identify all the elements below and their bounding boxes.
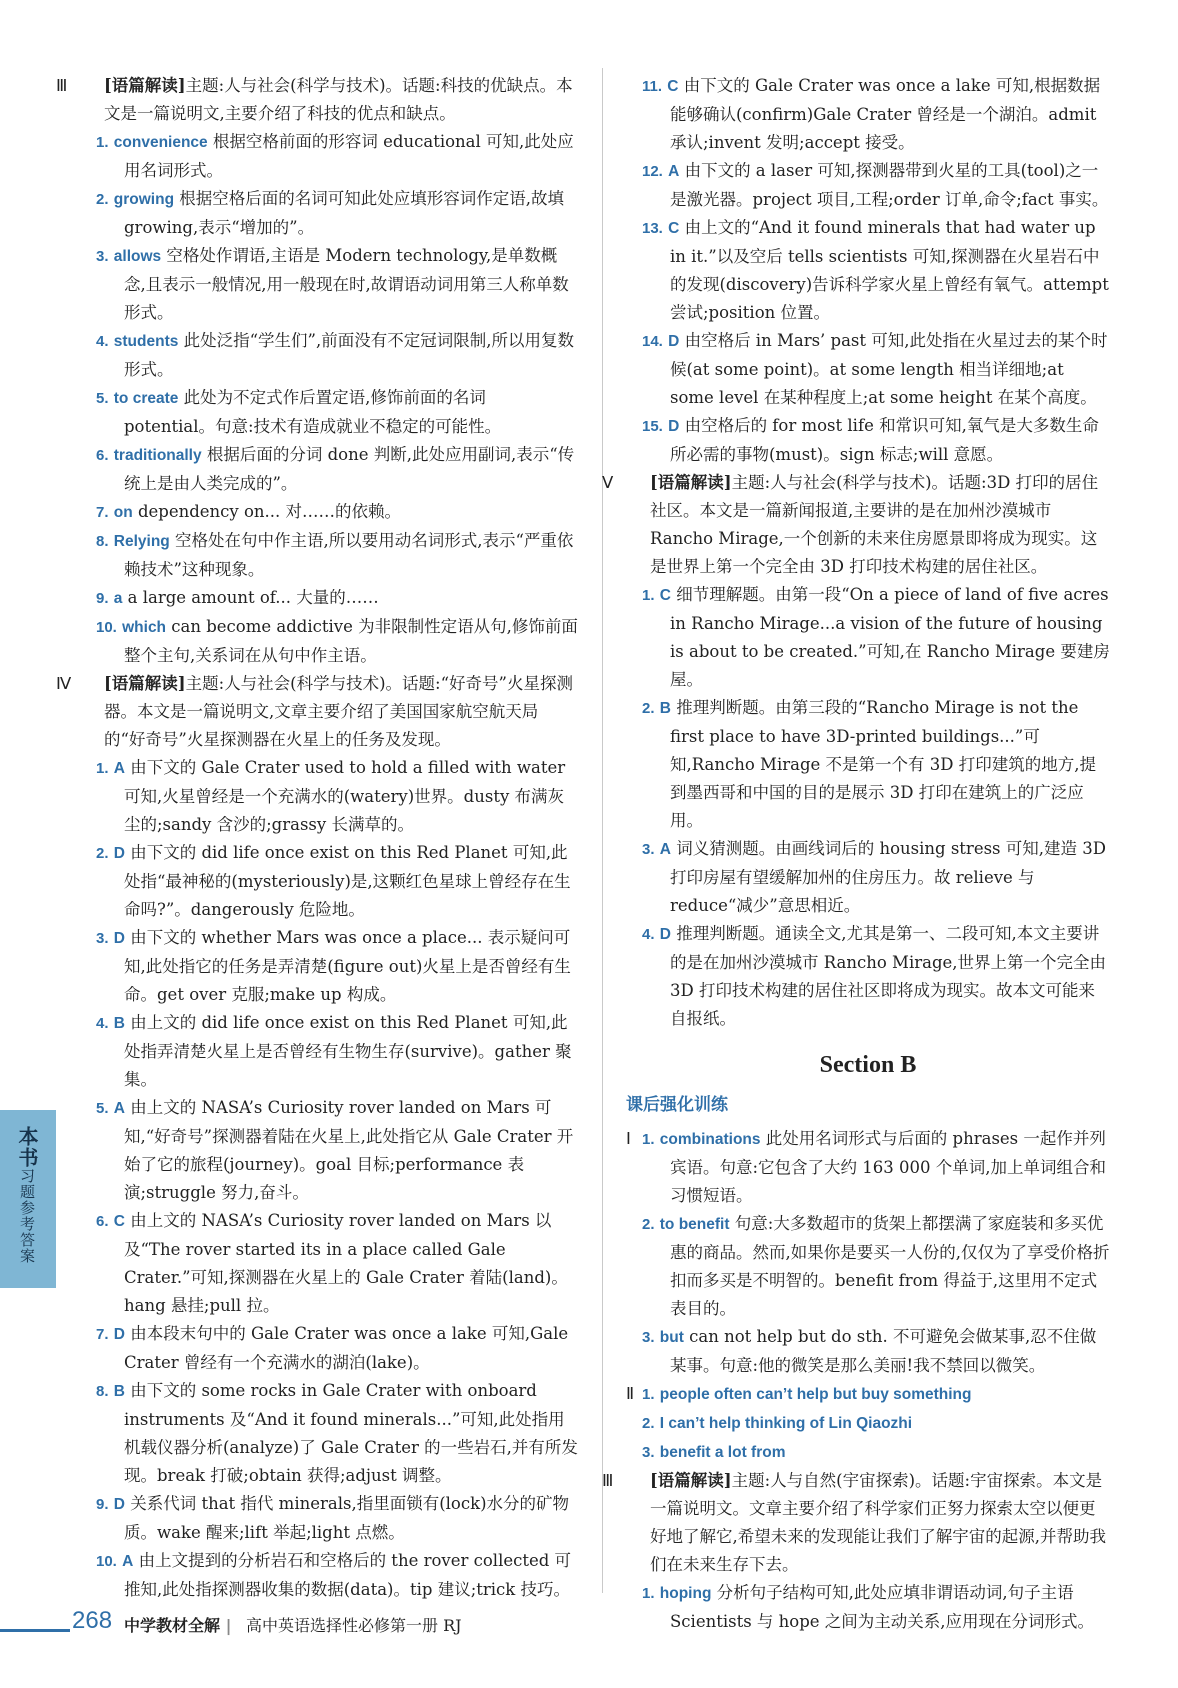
item-number: 4. [96, 1015, 109, 1032]
item-number: 1. [642, 1131, 655, 1148]
item-answer: A [113, 760, 125, 777]
answer-item [626, 157, 1110, 214]
item-number: 1. [642, 587, 655, 604]
item-number: 4. [642, 926, 655, 943]
item-number: 8. [96, 1383, 109, 1400]
item-explanation: 分析句子结构可知,此处应填非谓语动词,句子主语 Scientists 与 hope 之间为主动关系,应用现在分词形式。 [670, 1583, 1095, 1631]
answer-item [626, 72, 1110, 157]
section-roman: Ⅴ [602, 473, 614, 492]
item-answer: traditionally [113, 447, 202, 464]
answer-item [626, 1409, 1110, 1438]
item-answer: a [113, 590, 123, 607]
item-answer: B [659, 700, 671, 717]
item-number: 15. [642, 418, 663, 435]
section-summary: 主题:人与自然(宇宙探索)。话题:宇宙探索。本文是一篇说明文。文章主要介绍了科学家们正努力探索太空以便更好地了解它,希望未来的发现能让我们了解宇宙的起源,并帮助我们在未来生存下去。 [650, 1471, 1106, 1574]
item-number: 9. [96, 1496, 109, 1513]
item-answer: C [668, 220, 680, 237]
section-roman: Ⅰ [626, 1129, 631, 1148]
column-divider [602, 68, 603, 1593]
section-roman: Ⅱ [626, 1384, 635, 1403]
item-number: 13. [642, 220, 663, 237]
answer-item [80, 1377, 578, 1490]
item-explanation: 句意:大多数超市的货架上都摆满了家庭装和多买优惠的商品。然而,如果你是要买一人份的,仅仅为了享受价格折扣而多买是不明智的。benefit from 得益于,这里用不定式表目的。 [670, 1214, 1110, 1318]
item-number: 2. [96, 191, 109, 208]
section-roman: Ⅳ [56, 674, 72, 693]
item-answer: benefit a lot from [659, 1444, 786, 1461]
item-explanation: 由本段末句中的 Gale Crater was once a lake 可知,Gale Crater 曾经有一个充满水的湖泊(lake)。 [124, 1324, 569, 1372]
answer-item [80, 1094, 578, 1207]
item-number: 1. [642, 1386, 655, 1403]
item-number: 1. [96, 760, 109, 777]
book-title-text: 中学教材全解 [124, 1616, 221, 1635]
item-answer: A [122, 1553, 134, 1570]
item-explanation: 根据空格后面的名词可知此处应填形容词作定语,故填 growing,表示“增加的”。 [124, 189, 565, 237]
section-label: [语篇解读] [104, 76, 186, 95]
answer-item [80, 584, 578, 613]
item-answer: on [113, 504, 133, 521]
answer-item [80, 527, 578, 584]
item-answer: D [113, 930, 125, 947]
item-explanation: 由下文的 whether Mars was once a place... 表示疑问可知,此处指它的任务是弄清楚(figure out)火星上是否曾经有生命。get over 克服;make up 构成。 [124, 928, 571, 1004]
item-answer: people often can’t help but buy something [659, 1386, 972, 1403]
answer-item [626, 581, 1110, 694]
section-roman: Ⅲ [56, 76, 68, 95]
item-answer: C [667, 78, 679, 95]
item-number: 3. [96, 248, 109, 265]
side-tab-text [14, 1126, 42, 1264]
answer-item [80, 1320, 578, 1377]
item-explanation: 推理判断题。通读全文,尤其是第一、二段可知,本文主要讲的是在加州沙漠城市 Rancho Mirage,世界上第一个完全由 3D 打印技术构建的居住社区即将成为现实。故本文可能来自报纸。 [670, 924, 1107, 1028]
item-explanation: 空格处作谓语,主语是 Modern technology,是单数概念,且表示一般情况,用一般现在时,故谓语动词用第三人称单数形式。 [124, 246, 569, 322]
item-number: 2. [642, 1415, 655, 1432]
item-explanation: 由下文的 a laser 可知,探测器带到火星的工具(tool)之一是激光器。project 项目,工程;order 订单,命令;fact 事实。 [670, 161, 1109, 209]
section-label: [语篇解读] [104, 674, 186, 693]
item-explanation: 由上文的 NASA’s Curiosity rover landed on Mars 以及“The rover started its in a place called Gale Crater.”可知,探测器在火星上的 Gale Crater 着陆(land)。hang 悬挂;pull 拉。 [124, 1211, 568, 1315]
item-answer: C [659, 587, 671, 604]
footer-accent-line [0, 1629, 70, 1632]
item-explanation: 由上文提到的分析岩石和空格后的 the rover collected 可推知,此处指探测器收集的数据(data)。tip 建议;trick 技巧。 [124, 1551, 572, 1599]
item-explanation: 推理判断题。由第三段的“Rancho Mirage is not the first place to have 3D-printed buildings...”可知,Rancho Mirage 不是第一个有 3D 打印建筑的地方,提到墨西哥和中国的目的是展示 3D 打印在建筑上的广泛应用。 [670, 698, 1096, 830]
item-number: 10. [96, 619, 117, 636]
item-explanation: 由空格后的 for most life 和常识可知,氧气是大多数生命所必需的事物(must)。sign 标志;will 意愿。 [670, 416, 1099, 464]
item-explanation: 由下文的 some rocks in Gale Crater with onboard instruments 及“And it found minerals...”可知,此处指用机载仪器分析(analyze)了 Gale Crater 的一些岩石,并有所发现。break 打破;obtain 获得;adjust 调整。 [124, 1381, 578, 1485]
item-number: 3. [96, 930, 109, 947]
answer-item [80, 384, 578, 441]
item-explanation: 由下文的 did life once exist on this Red Planet 可知,此处指“最神秘的(mysteriously)是,这颗红色星球上曾经存在生命吗?”。dangerously 危险地。 [124, 843, 571, 919]
answer-item [80, 327, 578, 384]
answer-item [626, 412, 1110, 469]
section-summary: 主题:人与社会(科学与技术)。话题:3D 打印的居住社区。本文是一篇新闻报道,主要讲的是在加州沙漠城市 Rancho Mirage,一个创新的未来住房愿景即将成为现实。这是世界上第一个完全由 3D 打印技术构建的居住社区。 [650, 473, 1099, 576]
item-number: 6. [96, 447, 109, 464]
item-answer: I can’t help thinking of Lin Qiaozhi [659, 1415, 913, 1432]
item-answer: D [113, 1326, 125, 1343]
item-answer: Relying [113, 533, 170, 550]
item-answer: B [113, 1383, 125, 1400]
item-explanation: 由下文的 Gale Crater used to hold a filled with water 可知,火星曾经是一个充满水的(watery)世界。dusty 布满灰尘的;sandy 含沙的;grassy 长满草的。 [124, 758, 566, 834]
item-answer: to benefit [659, 1216, 730, 1233]
answer-item [626, 1125, 1110, 1210]
answer-item [80, 185, 578, 242]
item-answer: convenience [113, 134, 208, 151]
item-number: 2. [642, 700, 655, 717]
item-answer: A [668, 163, 680, 180]
part-2 [626, 1380, 1110, 1467]
item-answer: but [659, 1329, 684, 1346]
answer-item [80, 1207, 578, 1320]
item-explanation: 由空格后 in Mars’ past 可知,此处指在火星过去的某个时候(at some point)。at some length 相当详细地;at some level 在某种程度上;at some height 在某个高度。 [670, 331, 1108, 407]
right-column [602, 72, 1110, 1636]
item-answer: combinations [659, 1131, 761, 1148]
item-explanation: 此处用名词形式与后面的 phrases 一起作并列宾语。句意:它包含了大约 163 000 个单词,加上单词组合和习惯短语。 [670, 1129, 1107, 1205]
answer-item [80, 924, 578, 1009]
item-answer: D [113, 845, 125, 862]
section-label: [语篇解读] [650, 473, 732, 492]
book-subtitle: 高中英语选择性必修第一册 RJ [246, 1616, 462, 1635]
item-number: 14. [642, 333, 663, 350]
item-number: 5. [96, 390, 109, 407]
section-b-title: Section B [819, 1052, 917, 1078]
item-number: 5. [96, 1100, 109, 1117]
answer-item [626, 1323, 1110, 1380]
item-explanation: 由上文的“And it found minerals that had water up in it.”以及空后 tells scientists 可知,探测器在火星岩石中的发现(discovery)告诉科学家火星上曾经有氧气。attempt 尝试;position 位置。 [670, 218, 1109, 322]
answer-item [80, 1547, 578, 1604]
item-explanation: 此处为不定式作后置定语,修饰前面的名词 potential。句意:技术有造成就业不稳定的可能性。 [124, 388, 502, 436]
item-number: 3. [642, 1329, 655, 1346]
item-explanation: 此处泛指“学生们”,前面没有不定冠词限制,所以用复数形式。 [124, 331, 574, 379]
answer-item [80, 613, 578, 670]
item-number: 7. [96, 1326, 109, 1343]
item-answer: D [668, 333, 680, 350]
part-3-header [602, 1467, 1110, 1579]
section-3-header [56, 72, 578, 128]
answer-item [626, 1380, 1110, 1409]
item-number: 11. [642, 78, 663, 95]
answer-item [626, 694, 1110, 835]
section-4-header [56, 670, 578, 754]
item-number: 8. [96, 533, 109, 550]
item-number: 2. [642, 1216, 655, 1233]
page-number: 268 [72, 1607, 113, 1634]
item-number: 12. [642, 163, 663, 180]
item-number: 1. [642, 1585, 655, 1602]
item-answer: students [113, 333, 179, 350]
item-answer: A [113, 1100, 125, 1117]
side-tab [0, 1110, 56, 1288]
part-1 [626, 1125, 1110, 1380]
item-number: 3. [642, 841, 655, 858]
footer-separator: | [225, 1616, 232, 1635]
item-answer: allows [113, 248, 162, 265]
answer-item [80, 754, 578, 839]
item-number: 6. [96, 1213, 109, 1230]
answer-item [626, 1210, 1110, 1323]
section-label: [语篇解读] [650, 1471, 732, 1490]
item-explanation: 词义猜测题。由画线词后的 housing stress 可知,建造 3D 打印房屋有望缓解加州的住房压力。故 relieve 与 reduce“减少”意思相近。 [670, 839, 1106, 915]
side-tab-small: 习题参考答案 [18, 1168, 36, 1264]
answer-item [80, 441, 578, 498]
answer-item [80, 839, 578, 924]
item-answer: D [668, 418, 680, 435]
item-explanation: 由上文的 NASA’s Curiosity rover landed on Mars 可知,“好奇号”探测器着陆在火星上,此处指它从 Gale Crater 开始了它的旅程(journey)。goal 目标;performance 表演;struggle 努力,奋斗。 [124, 1098, 574, 1202]
item-answer: D [113, 1496, 125, 1513]
item-explanation: 空格处在句中作主语,所以要用动名词形式,表示“严重依赖技术”这种现象。 [124, 531, 574, 579]
answer-item [626, 1438, 1110, 1467]
item-answer: to create [113, 390, 179, 407]
answer-item [626, 327, 1110, 412]
item-explanation: a large amount of... 大量的…… [127, 588, 379, 607]
item-explanation: 由下文的 Gale Crater was once a lake 可知,根据数据能够确认(confirm)Gale Crater 曾经是一个湖泊。admit 承认;invent 发明;accept 接受。 [670, 76, 1101, 152]
training-title: 课后强化训练 [626, 1095, 728, 1114]
item-explanation: can become addictive 为非限制性定语从句,修饰前面整个主句,关系词在从句中作主语。 [124, 617, 578, 665]
item-answer: growing [113, 191, 175, 208]
item-number: 7. [96, 504, 109, 521]
answer-item [626, 214, 1110, 327]
item-number: 2. [96, 845, 109, 862]
answer-item [80, 498, 578, 527]
item-answer: B [113, 1015, 125, 1032]
item-answer: hoping [659, 1585, 712, 1602]
section-summary: 主题:人与社会(科学与技术)。话题:科技的优缺点。本文是一篇说明文,主要介绍了科技的优点和缺点。 [104, 76, 573, 123]
item-number: 10. [96, 1553, 117, 1570]
section-summary: 主题:人与社会(科学与技术)。话题:“好奇号”火星探测器。本文是一篇说明文,文章主要介绍了美国国家航空航天局的“好奇号”火星探测器在火星上的任务及发现。 [104, 674, 573, 749]
item-explanation: 关系代词 that 指代 minerals,指里面锁有(lock)水分的矿物质。wake 醒来;lift 举起;light 点燃。 [124, 1494, 570, 1542]
item-explanation: 根据后面的分词 done 判断,此处应用副词,表示“传统上是由人类完成的”。 [124, 445, 575, 493]
answer-item [626, 920, 1110, 1033]
item-answer: C [113, 1213, 125, 1230]
section-5-header [602, 469, 1110, 581]
item-explanation: dependency on... 对……的依赖。 [137, 502, 402, 521]
left-column [56, 72, 578, 1604]
item-number: 1. [96, 134, 109, 151]
item-answer: A [659, 841, 671, 858]
item-explanation: 由上文的 did life once exist on this Red Planet 可知,此处指弄清楚火星上是否曾经有生物生存(survive)。gather 聚集。 [124, 1013, 572, 1089]
item-answer: which [122, 619, 167, 636]
item-answer: D [659, 926, 671, 943]
answer-item [80, 1009, 578, 1094]
item-number: 3. [642, 1444, 655, 1461]
item-number: 4. [96, 333, 109, 350]
side-tab-big: 本书 [15, 1126, 39, 1168]
answer-item [626, 835, 1110, 920]
answer-item [80, 128, 578, 185]
item-explanation: can not help but do sth. 不可避免会做某事,忍不住做某事。句意:他的微笑是那么美丽!我不禁回以微笑。 [670, 1327, 1097, 1375]
answer-item [80, 242, 578, 327]
section-roman: Ⅲ [602, 1471, 614, 1490]
item-number: 9. [96, 590, 109, 607]
page-footer [0, 1605, 1178, 1645]
item-explanation: 根据空格前面的形容词 educational 可知,此处应用名词形式。 [124, 132, 574, 180]
item-explanation: 细节理解题。由第一段“On a piece of land of five acres in Rancho Mirage...a vision of the future of housing is about to be created.”可知,在 Rancho Mirage 要建房屋。 [670, 585, 1110, 689]
book-title [124, 1613, 231, 1636]
answer-item [80, 1490, 578, 1547]
